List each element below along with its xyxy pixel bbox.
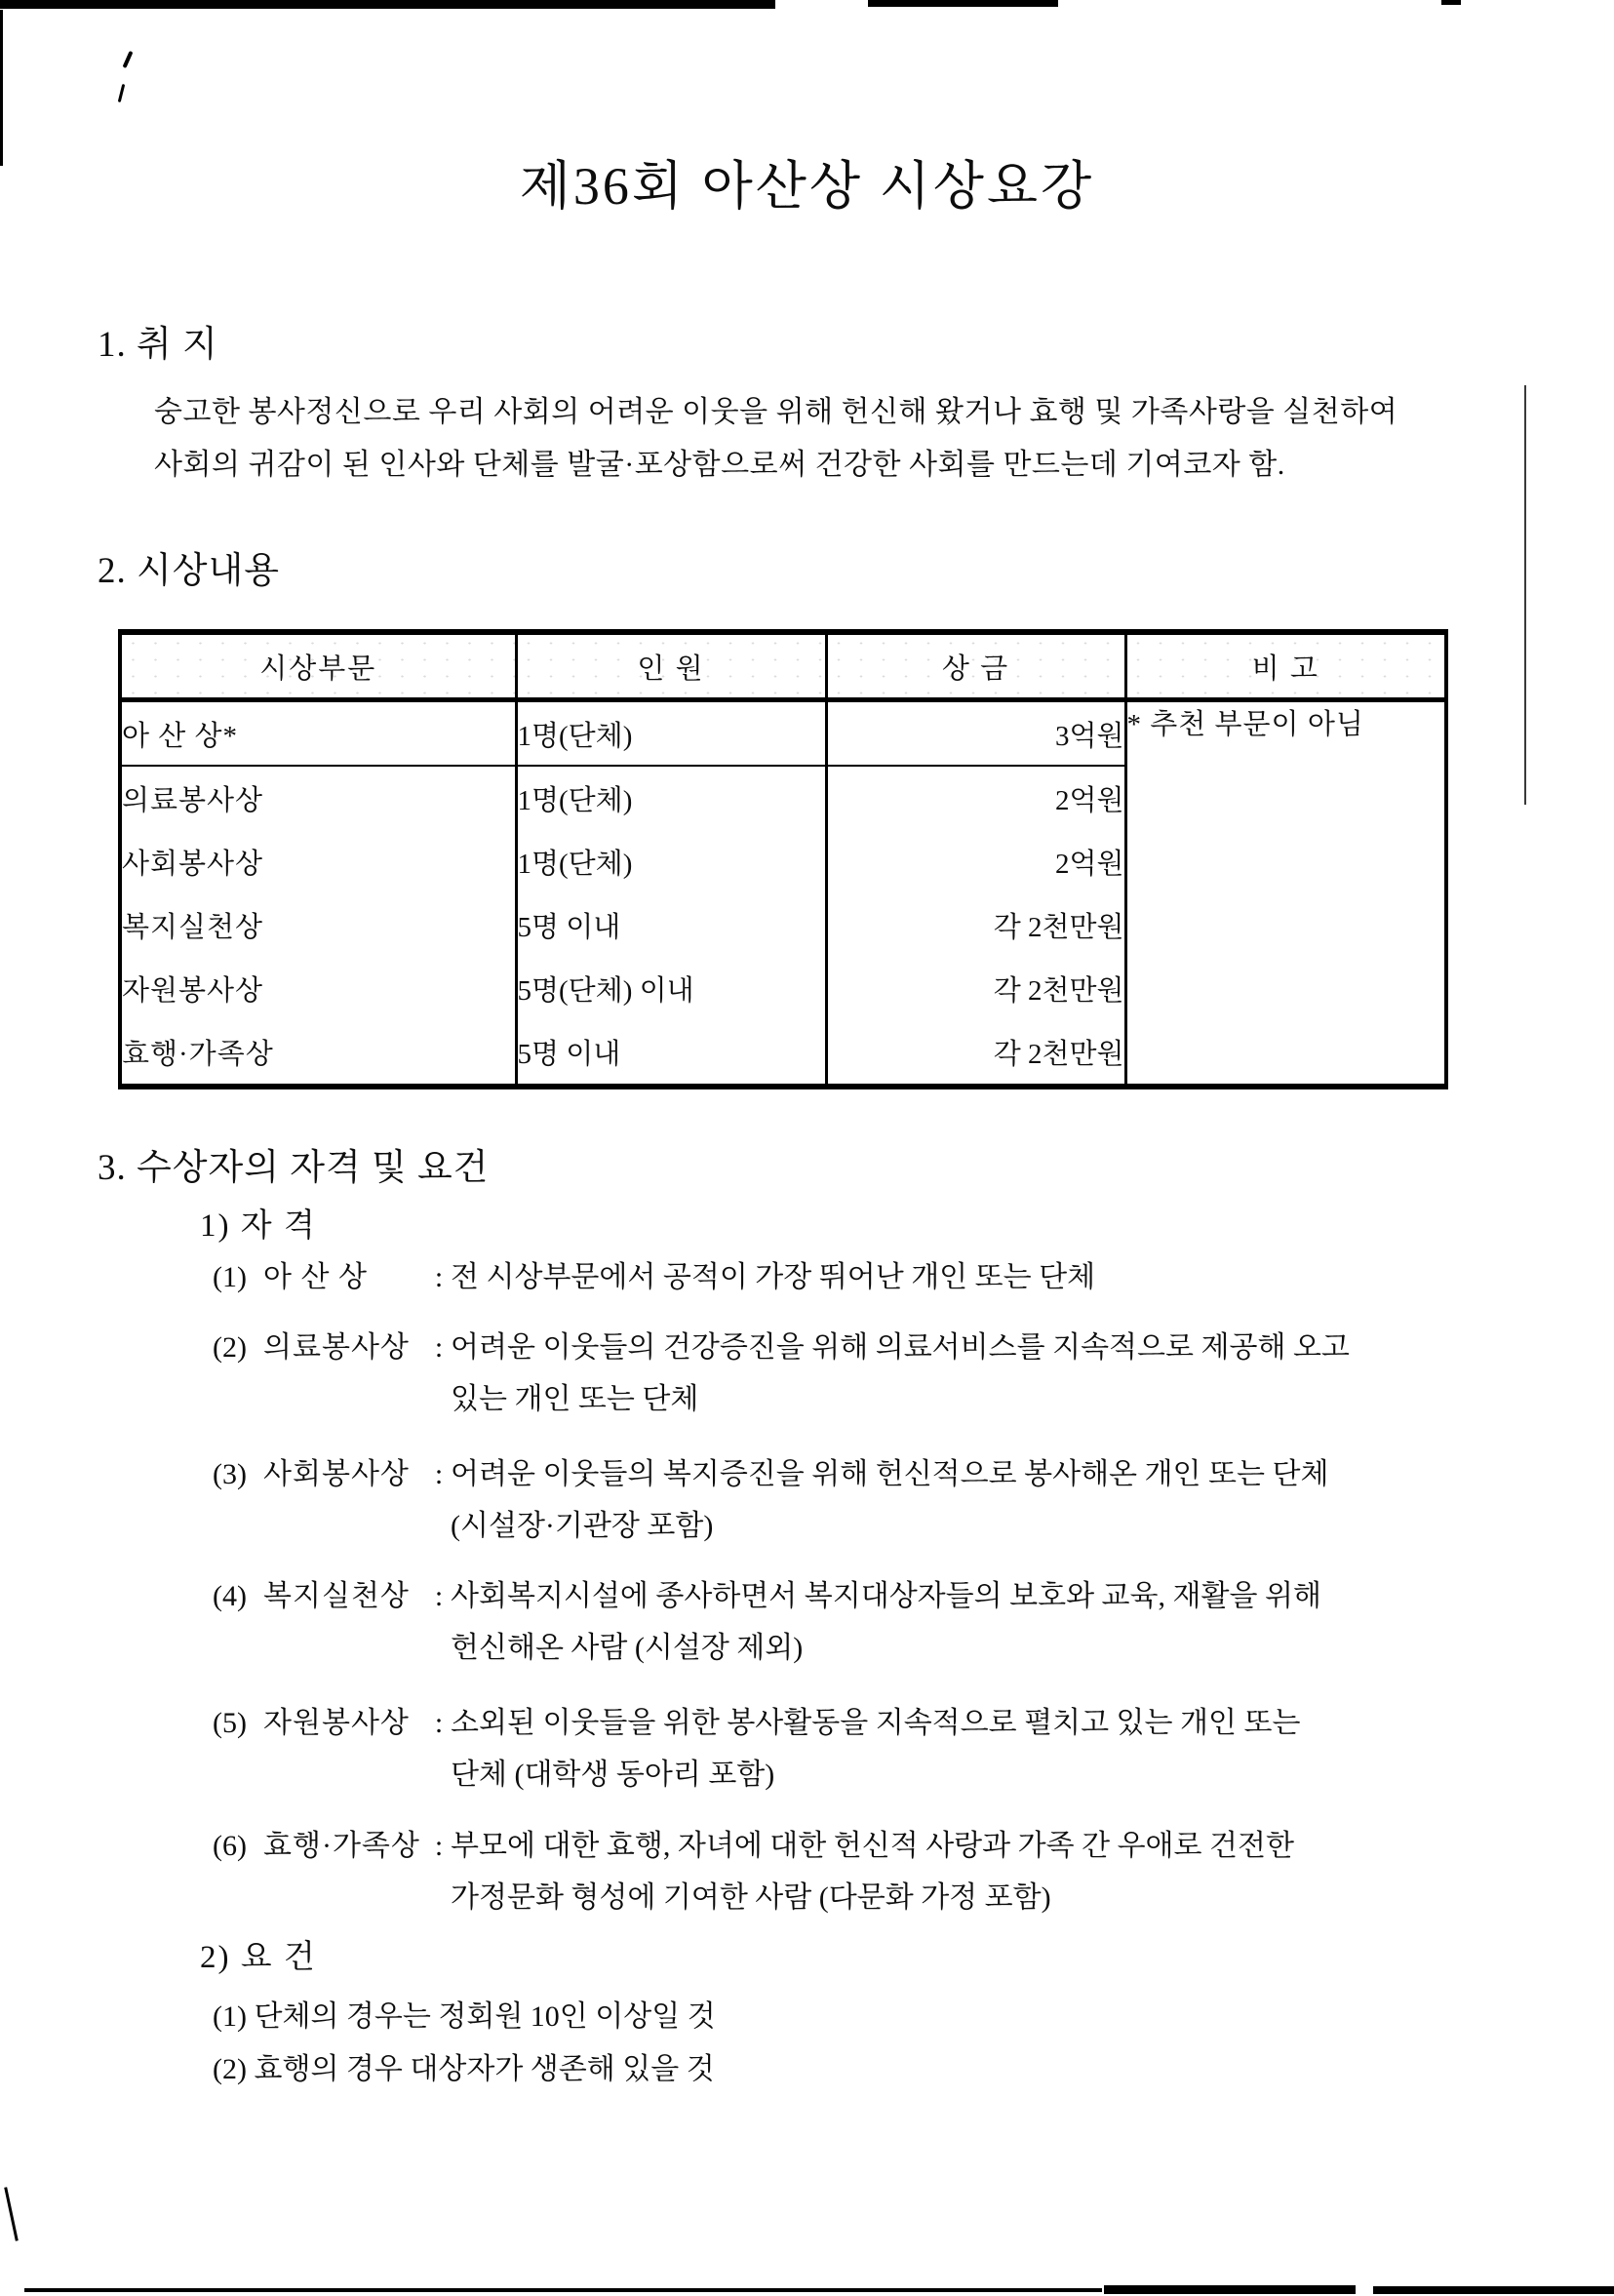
- section3-heading: 3. 수상자의 자격 및 요건: [98, 1148, 490, 1188]
- prize-cell: 각 2천만원: [826, 957, 1125, 1020]
- description-line-2: 있는 개인 또는 단체: [451, 1383, 699, 1415]
- colon-separator: :: [434, 1261, 444, 1293]
- ink-mark-2: [118, 84, 126, 102]
- description-line-2: 헌신해온 사람 (시설장 제외): [451, 1632, 804, 1664]
- purpose-paragraph: [154, 386, 1568, 492]
- category-cell: 효행·가족상: [122, 1039, 274, 1070]
- item-description: [451, 1820, 1578, 1923]
- section1-heading: 1. 취 지: [98, 325, 218, 365]
- scan-artifact-pen-stroke: [4, 2187, 19, 2240]
- description-line-2: 가정문화 형성에 기여한 사람 (다문화 가정 포함): [451, 1881, 1051, 1914]
- description-line-2: (시설장·기관장 포함): [451, 1510, 714, 1542]
- people-cell: 5명(단체) 이내: [516, 957, 826, 1020]
- requirement-item: (2) 효행의 경우 대상자가 생존해 있을 것: [213, 2053, 715, 2085]
- requirement-item: (1) 단체의 경우는 정회원 10인 이상일 것: [213, 2000, 716, 2033]
- colon-separator: :: [434, 1331, 444, 1364]
- prize-cell: 3억원: [826, 700, 1125, 767]
- prize-cell: 각 2천만원: [826, 893, 1125, 957]
- scan-artifact-left-edge-line: [0, 10, 3, 166]
- description-line-1: 사회복지시설에 종사하면서 복지대상자들의 보호와 교육, 재활을 위해: [451, 1580, 1321, 1612]
- people-cell: 5명 이내: [516, 1020, 826, 1087]
- category-cell: 아 산 상*: [120, 700, 516, 767]
- purpose-line-1: 숭고한 봉사정신으로 우리 사회의 어려운 이웃을 위해 헌신해 왔거나 효행 및 가족사랑을 실천하여: [154, 396, 1398, 428]
- award-name: 의료봉사상: [263, 1331, 410, 1364]
- award-name: 효행·가족상: [263, 1830, 420, 1862]
- qualification-label: 1) 자 격: [200, 1208, 317, 1244]
- description-line-1: 어려운 이웃들의 복지증진을 위해 헌신적으로 봉사해온 개인 또는 단체: [451, 1458, 1329, 1490]
- item-description: [451, 1570, 1578, 1674]
- category-cell: 자원봉사상: [122, 975, 264, 1007]
- colon-separator: :: [434, 1458, 444, 1490]
- category-cell: 사회봉사상: [122, 849, 264, 880]
- description-line-1: 전 시상부문에서 공적이 가장 뛰어난 개인 또는 단체: [451, 1261, 1096, 1293]
- prize-cell: 2억원: [826, 766, 1125, 830]
- category-cell: 의료봉사상: [122, 785, 264, 816]
- header-people: 인 원: [516, 632, 826, 700]
- item-description: [451, 1251, 1578, 1303]
- item-number: (6): [213, 1830, 247, 1862]
- document-title: 제36회 아산상 시상요강: [519, 157, 1095, 216]
- requirement-label: 2) 요 건: [200, 1940, 317, 1975]
- description-line-2: 단체 (대학생 동아리 포함): [451, 1759, 775, 1791]
- item-number: (5): [213, 1707, 247, 1739]
- colon-separator: :: [434, 1707, 444, 1739]
- description-line-1: 소외된 이웃들을 위한 봉사활동을 지속적으로 펼치고 있는 개인 또는: [451, 1707, 1301, 1739]
- scan-artifact-bottom-bar-3: [1373, 2286, 1614, 2294]
- colon-separator: :: [434, 1580, 444, 1612]
- header-category: 시상부문: [120, 632, 516, 700]
- item-number: (4): [213, 1580, 247, 1612]
- ink-mark: [123, 51, 134, 68]
- scan-artifact-top-bar: [0, 0, 775, 9]
- prize-cell: 2억원: [826, 830, 1125, 893]
- table-row: [120, 700, 1446, 767]
- award-name: 자원봉사상: [263, 1707, 410, 1739]
- header-note: 비 고: [1125, 632, 1446, 700]
- qualification-item: [213, 1448, 1578, 1552]
- award-name: 복지실천상: [263, 1580, 410, 1612]
- header-prize: 상 금: [826, 632, 1125, 700]
- section2-heading: 2. 시상내용: [98, 551, 280, 591]
- colon-separator: :: [434, 1830, 444, 1862]
- people-cell: 1명(단체): [516, 700, 826, 767]
- people-cell: 1명(단체): [516, 830, 826, 893]
- qualification-item: [213, 1697, 1578, 1801]
- purpose-line-2: 사회의 귀감이 된 인사와 단체를 발굴·포상함으로써 건강한 사회를 만드는데 기여코자 함.: [154, 449, 1285, 481]
- item-description: [451, 1448, 1578, 1552]
- item-number: (2): [213, 1331, 247, 1364]
- qualification-item: [213, 1570, 1578, 1674]
- prize-cell: 각 2천만원: [826, 1020, 1125, 1087]
- award-name: 아 산 상: [263, 1261, 368, 1293]
- item-description: [451, 1697, 1578, 1801]
- scan-artifact-top-bar-2: [868, 0, 1058, 7]
- award-name: 사회봉사상: [263, 1458, 410, 1490]
- item-description: [451, 1322, 1578, 1425]
- people-cell: 5명 이내: [516, 893, 826, 957]
- description-line-1: 어려운 이웃들의 건강증진을 위해 의료서비스를 지속적으로 제공해 오고: [451, 1331, 1350, 1364]
- qualification-item: [213, 1820, 1578, 1923]
- item-number: (1): [213, 1261, 247, 1293]
- category-cell: 복지실천상: [122, 912, 264, 943]
- qualification-item: [213, 1322, 1578, 1425]
- award-table: [118, 629, 1448, 1089]
- qualification-item: [213, 1251, 1578, 1303]
- scan-artifact-bottom-bar-2: [1104, 2285, 1356, 2294]
- scan-artifact-top-speck: [1441, 0, 1461, 5]
- description-line-1: 부모에 대한 효행, 자녀에 대한 헌신적 사랑과 가족 간 우애로 건전한: [451, 1830, 1294, 1862]
- scan-artifact-bottom-bar: [24, 2288, 1102, 2292]
- item-number: (3): [213, 1458, 247, 1490]
- people-cell: 1명(단체): [516, 766, 826, 830]
- note-cell: * 추천 부문이 아님: [1125, 700, 1446, 1088]
- table-header-row: [120, 632, 1446, 700]
